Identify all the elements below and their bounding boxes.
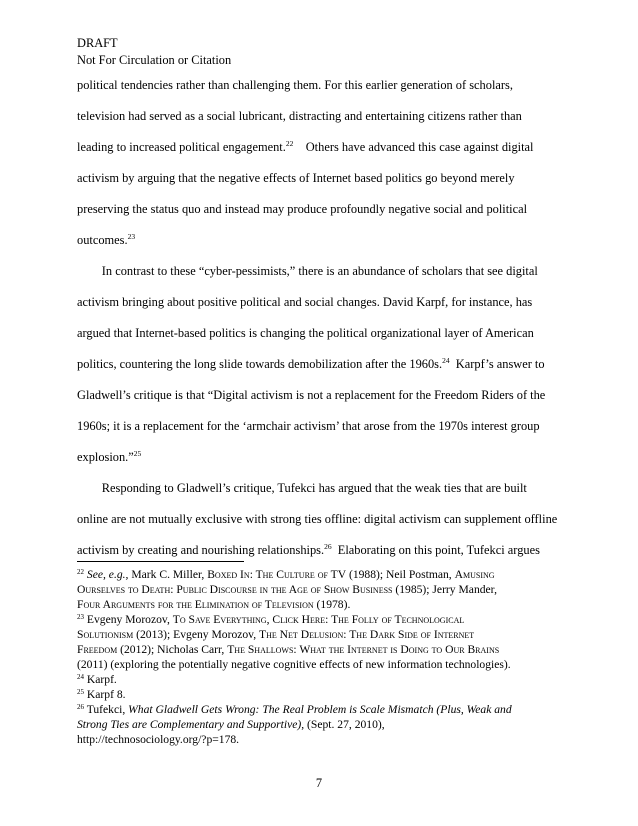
- footnote-26-url: http://technosociology.org/?p=178.: [77, 733, 240, 746]
- body-line: activism bringing about positive political and social changes. David Karpf, for instance, has: [77, 295, 533, 309]
- body-line: activism by creating and nourishing relationships.$^{26}$ Elaborating on this point, Tufekci argues: [77, 542, 540, 557]
- body-line: political tendencies rather than challenging them. For this earlier generation of scholars,: [77, 78, 513, 92]
- footnote-ref: 23: [127, 232, 136, 241]
- footnote-22-cont: Four Arguments for the Elimination of Television (1978).: [77, 598, 351, 611]
- footnote-22-cont: Ourselves to Death: Public Discourse in the Age of Show Business (1985); Jerry Mander,: [77, 583, 497, 596]
- footnote-ref: 22: [285, 139, 294, 148]
- footnote-ref: 25: [133, 449, 142, 458]
- page-header: [77, 35, 231, 69]
- body-line: In contrast to these “cyber-pessimists,” there is an abundance of scholars that see digital: [77, 264, 538, 278]
- body-line: politics, countering the long slide towards demobilization after the 1960s.$^{24}$ Karpf’s answer to: [77, 356, 545, 371]
- footnote-22: $^{22}$ See, e.g., Mark C. Miller, Boxed In: The Culture of TV (1988); Neil Postman, Amusing: [77, 568, 495, 581]
- body-line: activism by arguing that the negative effects of Internet based politics go beyond merely: [77, 171, 515, 185]
- body-line: preserving the status quo and instead may produce profoundly negative social and political: [77, 202, 528, 216]
- circulation-notice: Not For Circulation or Citation: [77, 53, 232, 67]
- footnote-26: $^{26}$ Tufekci, What Gladwell Gets Wrong: The Real Problem is Scale Mismatch (Plus, Weak and: [77, 703, 512, 716]
- body-line: argued that Internet-based politics is changing the political organizational layer of American: [77, 326, 534, 340]
- footnote-separator: [77, 561, 244, 562]
- footnote-26-cont: Strong Ties are Complementary and Supportive), (Sept. 27, 2010),: [77, 718, 385, 731]
- footnote-23: $^{23}$ Evgeny Morozov, To Save Everything, Click Here: The Folly of Technological: [77, 613, 465, 626]
- body-line: online are not mutually exclusive with strong ties offline: digital activism can supplement offline: [77, 512, 558, 526]
- body-line: 1960s; it is a replacement for the ‘armchair activism’ that arose from the 1970s interest group: [77, 419, 540, 433]
- body-line: Gladwell’s critique is that “Digital activism is not a replacement for the Freedom Riders of the: [77, 388, 546, 402]
- body-line: Responding to Gladwell’s critique, Tufekci has argued that the weak ties that are built: [77, 481, 527, 495]
- footnote-25: $^{25}$ Karpf 8.: [77, 688, 126, 701]
- body-line: television had served as a social lubricant, distracting and entertaining citizens rather than: [77, 109, 522, 123]
- page-number: 7: [315, 776, 323, 790]
- footnote-ref: 26: [324, 542, 332, 551]
- footnote-23-cont: (2011) (exploring the potentially negative cognitive effects of new information technologies).: [77, 658, 511, 671]
- body-line: outcomes.$^{23}$: [77, 232, 136, 247]
- footnote-23-cont: Solutionism (2013); Evgeny Morozov, The Net Delusion: The Dark Side of Internet: [77, 628, 475, 641]
- body-line: leading to increased political engagement.$^{22}$ Others have advanced this case against digital: [77, 139, 534, 154]
- footnote-ref: 24: [442, 356, 450, 365]
- draft-label: DRAFT: [77, 36, 118, 50]
- footnote-24: $^{24}$ Karpf.: [77, 673, 117, 686]
- body-line: explosion.”$^{25}$: [77, 449, 142, 464]
- footnote-23-cont: Freedom (2012); Nicholas Carr, The Shallows: What the Internet is Doing to Our Brains: [77, 643, 500, 656]
